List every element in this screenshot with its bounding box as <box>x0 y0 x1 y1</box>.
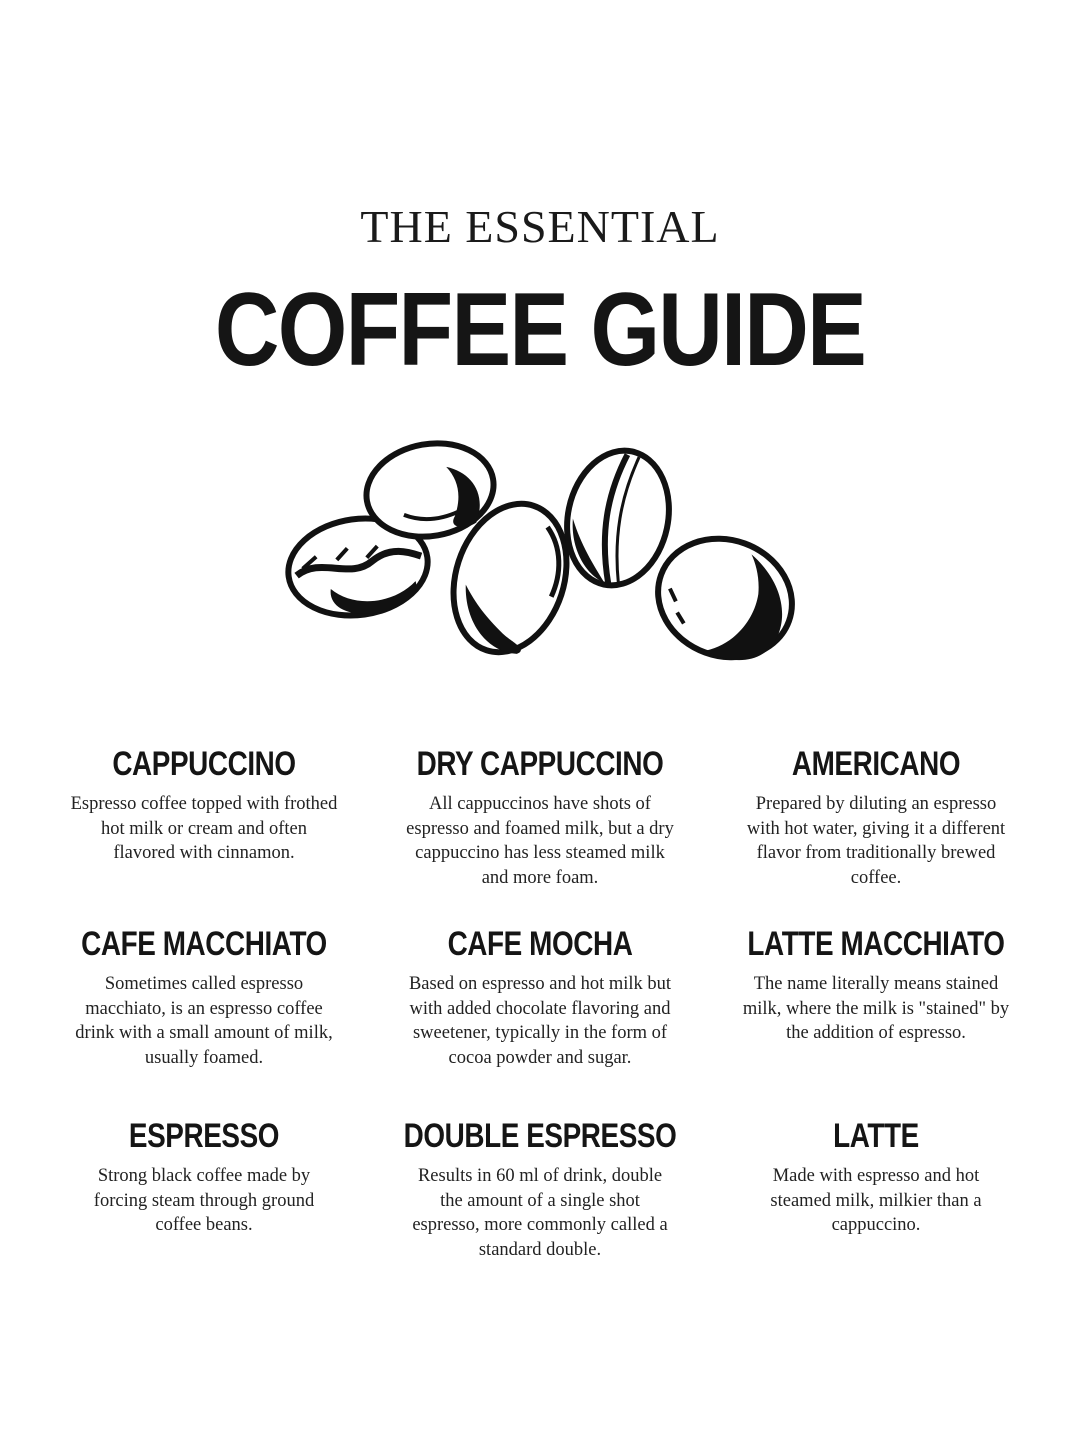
drink-description: Prepared by diluting an espresso with hot water, giving it a different flavor from traditionally brewed coffee. <box>746 794 1006 888</box>
drink-card-double-espresso <box>370 1112 710 1262</box>
drink-description: Made with espresso and hot steamed milk, milkier than a cappuccino. <box>770 1166 982 1235</box>
drink-card-latte <box>706 1112 1046 1238</box>
drink-description: Results in 60 ml of drink, double the amount of a single shot espresso, more commonly called a standard double. <box>412 1166 668 1260</box>
drink-description: Based on espresso and hot milk but with added chocolate flavoring and sweetener, typically in the form of cocoa powder and sugar. <box>408 974 672 1068</box>
drink-description: Strong black coffee made by forcing steam through ground coffee beans. <box>93 1166 315 1235</box>
drink-name: LATTE MACCHIATO <box>747 925 1005 963</box>
drink-name: CAFE MOCHA <box>447 925 633 963</box>
drink-card-cappuccino <box>34 740 374 866</box>
drink-description: Espresso coffee topped with frothed hot milk or cream and often flavored with cinnamon. <box>70 794 338 863</box>
coffee-beans-icon <box>280 430 800 670</box>
drink-name: AMERICANO <box>791 745 961 783</box>
coffee-types-grid <box>30 740 1050 1300</box>
drink-card-cafe-macchiato <box>34 920 374 1070</box>
drink-card-cafe-mocha <box>370 920 710 1070</box>
drink-name: CAFE MACCHIATO <box>81 925 327 963</box>
drink-name: ESPRESSO <box>128 1117 280 1155</box>
drink-description: All cappuccinos have shots of espresso and foamed milk, but a dry cappuccino has less steamed milk and more foam. <box>406 794 674 888</box>
drink-name: CAPPUCCINO <box>112 745 296 783</box>
poster-subtitle: THE ESSENTIAL <box>360 201 720 252</box>
poster-title: COFFEE GUIDE <box>214 272 866 388</box>
drink-description: The name literally means stained milk, where the milk is "stained" by the addition of espresso. <box>742 974 1010 1043</box>
drink-name: DOUBLE ESPRESSO <box>403 1117 677 1155</box>
drink-card-americano <box>706 740 1046 890</box>
drink-card-latte-macchiato <box>706 920 1046 1046</box>
drink-description: Sometimes called espresso macchiato, is an espresso coffee drink with a small amount of milk, usually foamed. <box>75 974 333 1068</box>
drink-card-espresso <box>34 1112 374 1238</box>
drink-card-dry-cappuccino <box>370 740 710 890</box>
drink-name: DRY CAPPUCCINO <box>416 745 664 783</box>
drink-name: LATTE <box>833 1117 919 1155</box>
